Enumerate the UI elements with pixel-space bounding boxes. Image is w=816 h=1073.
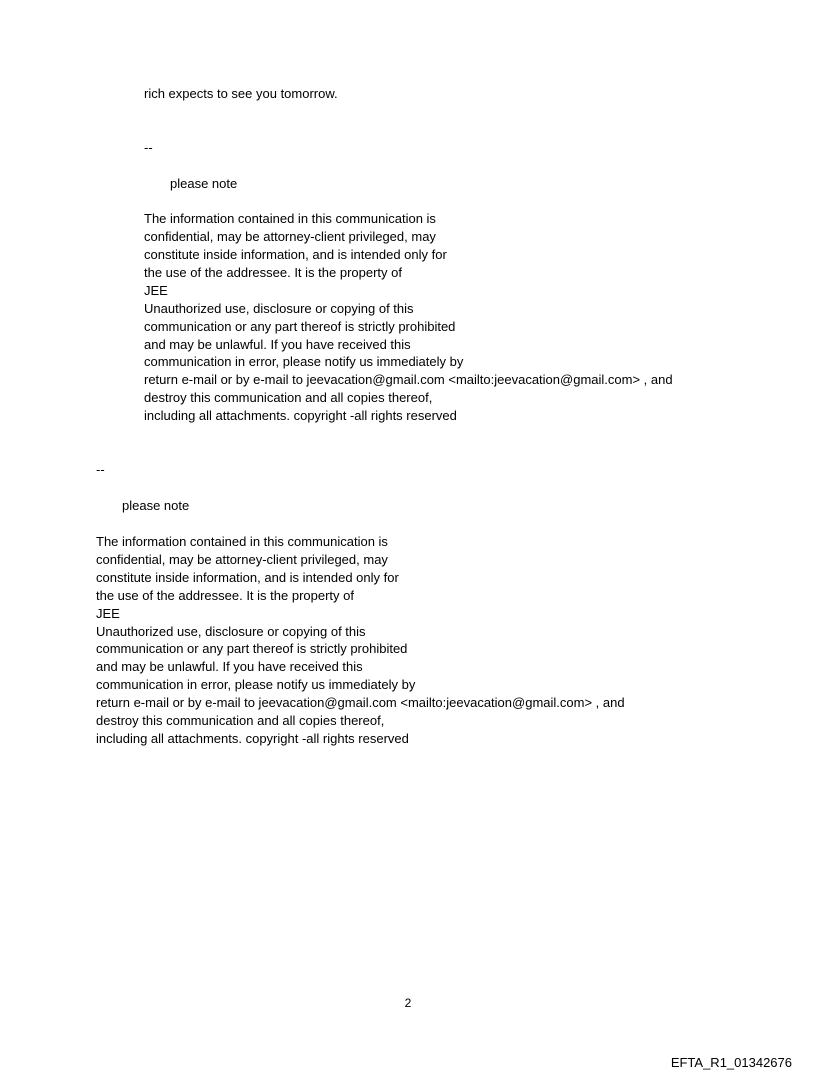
signature-separator: -- (144, 140, 153, 155)
quoted-disclaimer-line: communication or any part thereof is strictly prohibited (144, 319, 456, 334)
outer-separator: -- (96, 462, 105, 477)
quoted-disclaimer-line: and may be unlawful. If you have received this (144, 337, 411, 352)
quoted-disclaimer-line: The information contained in this communication is (144, 211, 436, 226)
quoted-disclaimer-line: constitute inside information, and is intended only for (144, 247, 447, 262)
closing-line: rich expects to see you tomorrow. (144, 86, 338, 101)
disclaimer-line: the use of the addressee. It is the property of (96, 588, 354, 603)
disclaimer-line: and may be unlawful. If you have received this (96, 659, 363, 674)
quoted-disclaimer-line: Unauthorized use, disclosure or copying of this (144, 301, 414, 316)
quoted-disclaimer-line: including all attachments. copyright -all rights reserved (144, 408, 457, 423)
disclaimer-heading: please note (122, 498, 190, 513)
page-number: 2 (404, 996, 412, 1010)
disclaimer-line: constitute inside information, and is intended only for (96, 570, 399, 585)
quoted-disclaimer-line: return e-mail or by e-mail to jeevacation@gmail.com <mailto:jeevacation@gmail.com> , and (144, 372, 673, 387)
quoted-disclaimer-line: destroy this communication and all copies thereof, (144, 390, 433, 405)
quoted-disclaimer-line: the use of the addressee. It is the property of (144, 265, 402, 280)
quoted-disclaimer-line: JEE (144, 283, 168, 298)
quoted-disclaimer-line: confidential, may be attorney-client privileged, may (144, 229, 436, 244)
disclaimer-line: including all attachments. copyright -all rights reserved (96, 731, 409, 746)
disclaimer-line: confidential, may be attorney-client privileged, may (96, 552, 388, 567)
quoted-disclaimer-heading: please note (170, 176, 238, 191)
disclaimer-line: destroy this communication and all copies thereof, (96, 713, 385, 728)
disclaimer-line: return e-mail or by e-mail to jeevacation@gmail.com <mailto:jeevacation@gmail.com> , and (96, 695, 625, 710)
disclaimer-line: The information contained in this communication is (96, 534, 388, 549)
disclaimer-line: communication or any part thereof is strictly prohibited (96, 641, 408, 656)
quoted-disclaimer-line: communication in error, please notify us immediately by (144, 354, 464, 369)
disclaimer-line: JEE (96, 606, 120, 621)
document-id: EFTA_R1_01342676 (670, 1055, 792, 1070)
disclaimer-line: communication in error, please notify us immediately by (96, 677, 416, 692)
disclaimer-line: Unauthorized use, disclosure or copying of this (96, 624, 366, 639)
